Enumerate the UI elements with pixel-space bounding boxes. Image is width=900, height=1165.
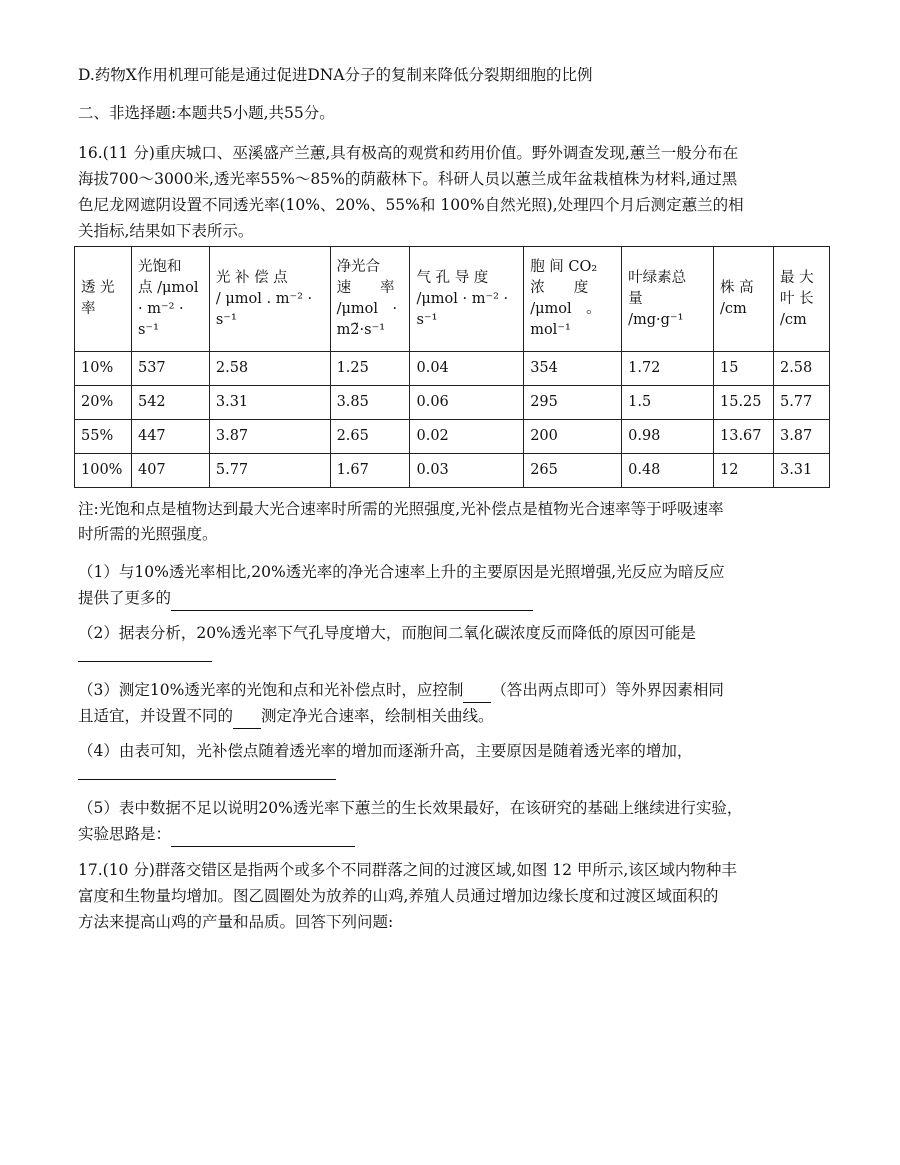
table-cell: 15 [714,352,774,386]
table-cell: 100% [75,454,132,488]
table-cell: 15.25 [714,386,774,420]
sub3-line1 [78,677,724,703]
table-row [75,386,830,420]
sub5-line2 [78,821,355,847]
header-cell: 光饱和 点 /μmol · m⁻² · s⁻¹ [131,247,209,352]
table-note-line2: 时所需的光照强度。 [78,525,218,543]
answer-blank[interactable] [171,592,533,611]
table-cell: 0.06 [410,386,524,420]
header-cell: 净光合 速 率 /μmol · m2̃·s⁻¹ [330,247,410,352]
sub3-text: 测定净光合速率，绘制相关曲线。 [261,707,494,725]
section-heading: 二、非选择题:本题共5小题,共55分。 [78,104,335,122]
answer-blank[interactable] [463,684,491,703]
sub3-text: （3）测定10%透光率的光饱和点和光补偿点时，应控制 [78,681,464,699]
table-note-line1: 注:光饱和点是植物达到最大光合速率时所需的光照强度,光补偿点是植物光合速率等于呼吸速率 [78,500,724,518]
table-cell: 295 [524,386,622,420]
table-cell: 407 [131,454,209,488]
header-cell: 胞 间 CO₂ 浓 度 /μmol 。 mol⁻¹ [524,247,622,352]
answer-blank[interactable] [233,710,261,729]
table-cell: 1.72 [622,352,714,386]
sub4-line1: （4）由表可知，光补偿点随着透光率的增加而逐渐升高，主要原因是随着透光率的增加， [78,742,693,760]
sub5-line1: （5）表中数据不足以说明20%透光率下蕙兰的生长效果最好，在该研究的基础上继续进行实验， [78,799,743,817]
table-row [75,420,830,454]
answer-blank[interactable] [171,828,355,847]
sub3-text: （答出两点即可）等外界因素相同 [491,681,724,699]
table-cell: 0.03 [410,454,524,488]
header-cell: 透 光 率 [75,247,132,352]
q17-line2: 富度和生物量均增加。图乙圆圈处为放养的山鸡,养殖人员通过增加边缘长度和过渡区域面积的 [78,887,719,905]
answer-blank[interactable] [78,778,336,780]
table-cell: 200 [524,420,622,454]
table-cell: 3.85 [330,386,410,420]
q16-intro-line4: 关指标,结果如下表所示。 [78,222,254,240]
header-cell: 最 大 叶 长 /cm [773,247,829,352]
table-cell: 3.87 [773,420,829,454]
answer-blank[interactable] [78,660,212,662]
table-cell: 0.98 [622,420,714,454]
table-row [75,454,830,488]
table-cell: 55% [75,420,132,454]
table-cell: 0.48 [622,454,714,488]
sub3-text: 且适宜，并设置不同的 [78,707,234,725]
table-cell: 13.67 [714,420,774,454]
table-cell: 265 [524,454,622,488]
header-cell: 光 补 偿 点 / μmol . m⁻² · s⁻¹ [209,247,330,352]
table-cell: 20% [75,386,132,420]
sub5-text: 实验思路是： [78,825,172,843]
table-cell: 1.5 [622,386,714,420]
table-cell: 12 [714,454,774,488]
table-cell: 447 [131,420,209,454]
option-d: D.药物X作用机理可能是通过促进DNA分子的复制来降低分裂期细胞的比例 [78,66,593,84]
table-header-row [75,247,830,352]
table-cell: 542 [131,386,209,420]
table-cell: 2.65 [330,420,410,454]
table-row [75,352,830,386]
table-cell: 1.25 [330,352,410,386]
table-cell: 10% [75,352,132,386]
sub1-line1: （1）与10%透光率相比,20%透光率的净光合速率上升的主要原因是光照增强,光反应为暗反应 [78,563,725,581]
table-cell: 3.31 [209,386,330,420]
sub1-text: 提供了更多的 [78,589,172,607]
table-cell: 0.04 [410,352,524,386]
header-cell: 叶绿素总 量 /mg·g⁻¹ [622,247,714,352]
table-cell: 3.87 [209,420,330,454]
table-cell: 1.67 [330,454,410,488]
q17-line1: 17.(10 分)群落交错区是指两个或多个不同群落之间的过渡区域,如图 12 甲所示,该区域内物种丰 [78,861,737,879]
q17-line3: 方法来提高山鸡的产量和品质。回答下列问题: [78,913,394,931]
results-table [74,246,830,488]
sub2-line1: （2）据表分析，20%透光率下气孔导度增大，而胞间二氧化碳浓度反而降低的原因可能是 [78,624,696,642]
q16-intro-line2: 海拔700～3000米,透光率55%～85%的荫蔽林下。科研人员以蕙兰成年盆栽植株为材料,通过黑 [78,170,738,188]
table-cell: 0.02 [410,420,524,454]
table-cell: 2.58 [209,352,330,386]
table-cell: 3.31 [773,454,829,488]
sub1-line2 [78,585,533,611]
q16-intro-line3: 色尼龙网遮阴设置不同透光率(10%、20%、55%和 100%自然光照),处理四个月后测定蕙兰的相 [78,196,744,214]
table-cell: 5.77 [773,386,829,420]
table-cell: 354 [524,352,622,386]
sub3-line2 [78,703,494,729]
table-cell: 2.58 [773,352,829,386]
table-cell: 5.77 [209,454,330,488]
header-cell: 株 高 /cm [714,247,774,352]
q16-intro-line1: 16.(11 分)重庆城口、巫溪盛产兰蕙,具有极高的观赏和药用价值。野外调查发现,蕙兰一般分布在 [78,144,739,162]
table-cell: 537 [131,352,209,386]
header-cell: 气 孔 导 度 /μmol · m⁻² · s⁻¹ [410,247,524,352]
